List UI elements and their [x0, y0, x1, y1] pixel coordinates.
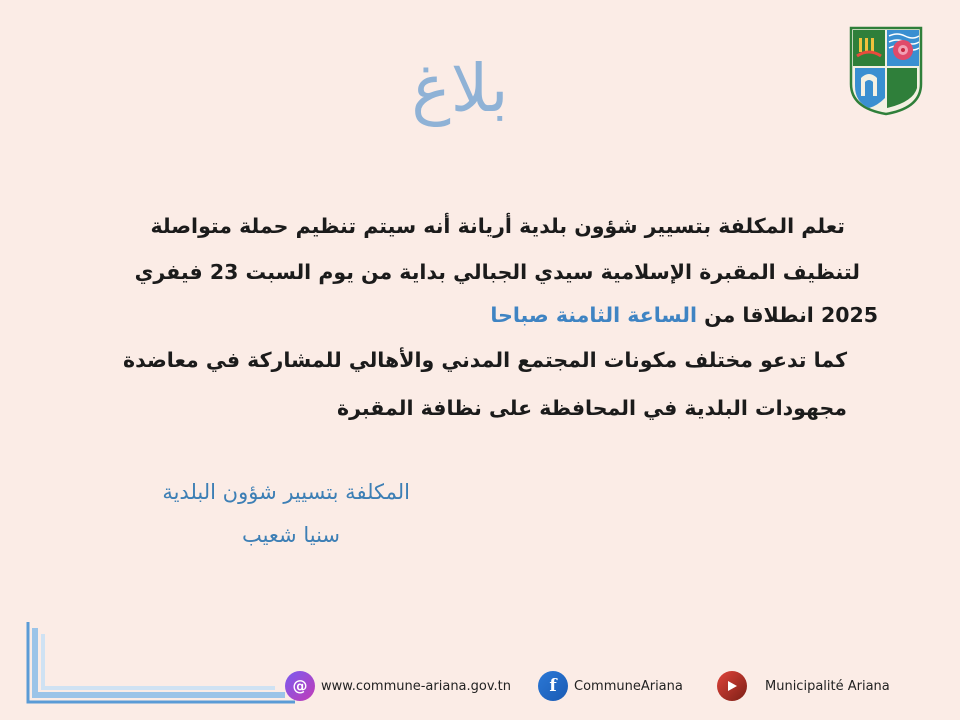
- youtube-link[interactable]: Municipalité Ariana: [765, 678, 890, 694]
- footer-website[interactable]: [285, 670, 511, 702]
- corner-decoration: [25, 620, 325, 705]
- announcement-time-highlight: الساعة الثامنة صباحا: [490, 303, 697, 327]
- announcement-line-3: [490, 303, 878, 327]
- footer-facebook[interactable]: [538, 670, 683, 702]
- announcement-line-1: تعلم المكلفة بتسيير شؤون بلدية أريانة أنه سيتم تنظيم حملة متواصلة: [150, 214, 845, 238]
- announcement-line-4: كما تدعو مختلف مكونات المجتمع المدني والأهالي للمشاركة في معاضدة: [123, 348, 847, 372]
- facebook-link[interactable]: CommuneAriana: [574, 678, 683, 694]
- facebook-icon: f: [538, 671, 568, 701]
- website-link[interactable]: www.commune-ariana.gov.tn: [321, 678, 512, 694]
- signature-name: سنيا شعيب: [241, 523, 340, 547]
- youtube-icon: [717, 671, 747, 701]
- signature-role: المكلفة بتسيير شؤون البلدية: [162, 480, 410, 504]
- announcement-line-2: لتنظيف المقبرة الإسلامية سيدي الجبالي بداية من يوم السبت 23 فيفري: [134, 260, 860, 284]
- announcement-line-5: مجهودات البلدية في المحافظة على نظافة المقبرة: [337, 396, 847, 420]
- announcement-line-3-text: 2025 انطلاقا من: [704, 303, 878, 327]
- at-icon: @: [285, 671, 315, 701]
- footer-youtube[interactable]: [717, 670, 890, 702]
- page-title: بلاغ: [411, 50, 509, 127]
- municipality-logo: [849, 26, 923, 116]
